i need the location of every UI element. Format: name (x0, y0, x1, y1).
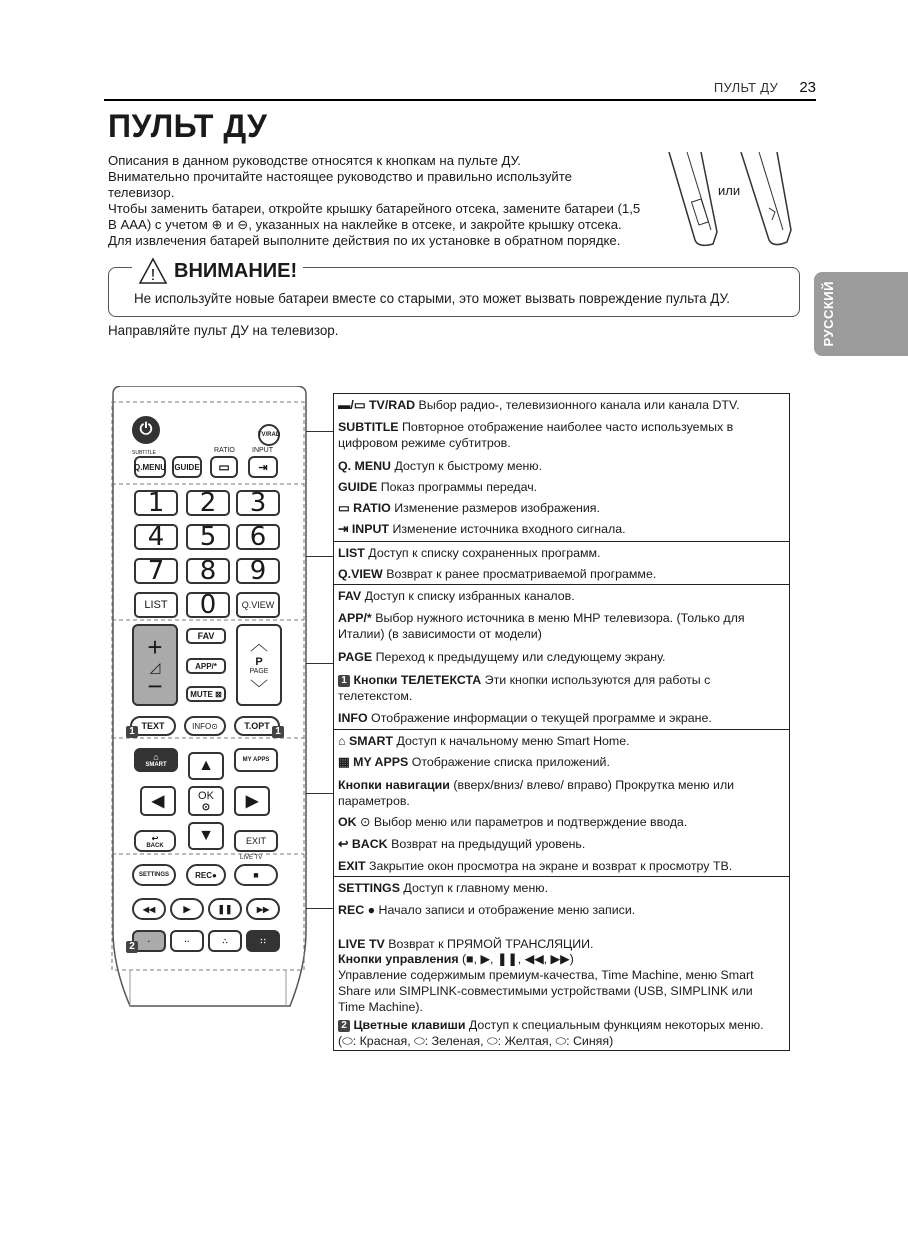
language-tab-label: РУССКИЙ (820, 281, 836, 347)
leader-line (306, 663, 333, 664)
intro-line: Внимательно прочитайте настоящее руководство и правильно используйте (108, 169, 573, 184)
qmenu-button[interactable]: Q.MENU (134, 456, 166, 478)
intro-line: В AAA) с учетом ⊕ и ⊖, указанных на наклейке в отсеке, и закройте крышку отсека. (108, 217, 622, 232)
smart-button[interactable]: ⌂ SMART (134, 748, 178, 772)
running-header: ПУЛЬТ ДУ (713, 80, 778, 95)
desc-control-details: Управление содержимым премиум-качества, Time Machine, меню Smart Share или SIMPLINK-совместимыми устройствами (USB, SIMPLINK или Time Machine). (338, 968, 754, 1014)
nav-up-button[interactable]: ▲ (188, 752, 224, 780)
nav-left-button[interactable]: ◀ (140, 786, 176, 816)
badge-1-right: 1 (272, 726, 284, 738)
livetv-small-label: LIVE TV (240, 855, 263, 861)
warning-header (132, 254, 303, 288)
warning-title: ВНИМАНИЕ! (174, 259, 298, 282)
nav-right-button[interactable]: ▶ (234, 786, 270, 816)
page-rocker[interactable]: ︿ P PAGE ﹀ (236, 624, 282, 706)
desc-control-buttons: Кнопки управления (■, ▶, ❚❚, ◀◀, ▶▶) (338, 952, 574, 966)
digit-0-button[interactable]: 0 (186, 592, 230, 618)
battery-cover-illustration (665, 150, 805, 250)
yellow-button[interactable]: ∴ (208, 930, 242, 952)
desc-settings: SETTINGS Доступ к главному меню. (338, 881, 549, 895)
rewind-button[interactable]: ◀◀ (132, 898, 166, 920)
badge-2-icon: 2 (338, 1020, 350, 1032)
power-button[interactable]: ⏻ (132, 416, 160, 444)
desc-info: INFO Отображение информации о текущей программе и экране. (338, 711, 712, 725)
desc-tvrad: ▬/▭ TV/RAD Выбор радио-, телевизионного канала или канала DTV. (338, 398, 740, 412)
desc-navigation: Кнопки навигации (вверх/вниз/ влево/ вправо) Прокрутка меню или параметров. (338, 778, 735, 808)
blue-button[interactable]: ∷ (246, 930, 280, 952)
nav-down-button[interactable]: ▼ (188, 822, 224, 850)
panel-divider (333, 876, 790, 877)
intro-line: Для извлечения батарей выполните действия по их установке в обратном порядке. (108, 233, 621, 248)
qview-button[interactable]: Q.VIEW (236, 592, 280, 618)
list-button[interactable]: LIST (134, 592, 178, 618)
warning-text: Не используйте новые батареи вместе со старыми, это может вызвать повреждение пульта ДУ. (134, 291, 730, 306)
desc-fav: FAV Доступ к списку избранных каналов. (338, 589, 575, 603)
warning-triangle-icon (138, 257, 168, 285)
fast-forward-button[interactable]: ▶▶ (246, 898, 280, 920)
my-apps-button[interactable]: MY APPS (234, 748, 278, 772)
desc-myapps: ▦ MY APPS Отображение списка приложений. (338, 755, 610, 769)
leader-line (306, 908, 333, 909)
panel-divider (333, 584, 790, 585)
mute-button[interactable]: MUTE ⊠ (186, 686, 226, 702)
desc-exit: EXIT Закрытие окон просмотра на экране и возврат к просмотру ТВ. (338, 859, 733, 873)
settings-button[interactable]: SETTINGS (132, 864, 176, 886)
aim-text: Направляйте пульт ДУ на телевизор. (108, 323, 339, 338)
desc-livetv: LIVE TV Возврат к ПРЯМОЙ ТРАНСЛЯЦИИ. (338, 937, 594, 951)
intro-line: Чтобы заменить батареи, откройте крышку батарейного отсека, замените батареи (1,5 (108, 201, 641, 216)
desc-back: ↩ BACK Возврат на предыдущий уровень. (338, 837, 586, 851)
digit-7-button[interactable]: 7 (134, 558, 178, 584)
digit-5-button[interactable]: 5 (186, 524, 230, 550)
digit-9-button[interactable]: 9 (236, 558, 280, 584)
desc-app: APP/* Выбор нужного источника в меню MHP телевизора. (Только для Италии) (в зависимости от модели) (338, 611, 745, 641)
digit-2-button[interactable]: 2 (186, 490, 230, 516)
ratio-button[interactable]: ▭ (210, 456, 238, 478)
input-small-label: INPUT (252, 447, 273, 454)
subtitle-small-label: SUBTITLE (132, 450, 156, 456)
text-button[interactable]: TEXT (130, 716, 176, 736)
play-button[interactable]: ▶ (170, 898, 204, 920)
desc-smart: ⌂ SMART Доступ к начальному меню Smart Home. (338, 734, 630, 748)
desc-subtitle: SUBTITLE Повторное отображение наиболее часто используемых в цифровом режиме субтитров. (338, 420, 734, 450)
svg-text:!: ! (150, 267, 156, 284)
desc-color-keys: 2 Цветные клавиши Доступ к специальным функциям некоторых меню. (338, 1017, 788, 1033)
digit-3-button[interactable]: 3 (236, 490, 280, 516)
header-rule (104, 99, 816, 101)
exit-button[interactable]: EXIT (234, 830, 278, 852)
desc-list: LIST Доступ к списку сохраненных программ. (338, 546, 601, 560)
panel-divider (333, 729, 790, 730)
volume-rocker[interactable]: + ◿ − (132, 624, 178, 706)
leader-line (306, 793, 333, 794)
info-button[interactable]: INFO⊙ (184, 716, 226, 736)
input-button[interactable]: ⇥ (248, 456, 278, 478)
intro-line: Описания в данном руководстве относятся к кнопкам на пульте ДУ. (108, 153, 521, 168)
desc-guide: GUIDE Показ программы передач. (338, 480, 538, 494)
desc-ratio: ▭ RATIO Изменение размеров изображения. (338, 501, 600, 515)
desc-page: PAGE Переход к предыдущему или следующему экрану. (338, 650, 666, 664)
topt-button[interactable]: T.OPT (234, 716, 280, 736)
desc-input: ⇥ INPUT Изменение источника входного сигнала. (338, 522, 626, 536)
desc-qview: Q.VIEW Возврат к ранее просматриваемой программе. (338, 567, 657, 581)
desc-qmenu: Q. MENU Доступ к быстрому меню. (338, 459, 543, 473)
digit-4-button[interactable]: 4 (134, 524, 178, 550)
rec-button[interactable]: REC● (186, 864, 226, 886)
pause-button[interactable]: ❚❚ (208, 898, 242, 920)
tv-rad-button[interactable]: TV/RAD (258, 424, 280, 446)
app-button[interactable]: APP/* (186, 658, 226, 674)
leader-line (306, 556, 333, 557)
digit-8-button[interactable]: 8 (186, 558, 230, 584)
back-button[interactable]: ↩ BACK (134, 830, 176, 852)
desc-teletext: 1 Кнопки ТЕЛЕТЕКСТА Эти кнопки используются для работы с телетекстом. (338, 673, 711, 703)
badge-1-icon: 1 (338, 675, 350, 687)
live-tv-stop-button[interactable]: ■ (234, 864, 278, 886)
intro-line: телевизор. (108, 185, 175, 200)
digit-1-button[interactable]: 1 (134, 490, 178, 516)
digit-6-button[interactable]: 6 (236, 524, 280, 550)
guide-button[interactable]: GUIDE (172, 456, 202, 478)
green-button[interactable]: ·· (170, 930, 204, 952)
remote-control-illustration (110, 386, 310, 1026)
badge-1-left: 1 (126, 726, 138, 738)
desc-ok: OK ⊙ Выбор меню или параметров и подтверждение ввода. (338, 815, 688, 829)
red-button[interactable]: · (132, 930, 166, 952)
ok-button[interactable]: OK ⊙ (188, 786, 224, 816)
page-number: 23 (799, 79, 816, 96)
desc-rec: REC ● Начало записи и отображение меню записи. (338, 903, 636, 917)
panel-divider (333, 541, 790, 542)
leader-line (306, 431, 333, 432)
ratio-small-label: RATIO (214, 447, 235, 454)
desc-color-names: (⬭: Красная, ⬭: Зеленая, ⬭: Желтая, ⬭: Синяя) (338, 1034, 614, 1048)
fav-button[interactable]: FAV (186, 628, 226, 644)
or-label: или (718, 183, 741, 198)
page-title: ПУЛЬТ ДУ (108, 108, 268, 144)
badge-2: 2 (126, 941, 138, 953)
